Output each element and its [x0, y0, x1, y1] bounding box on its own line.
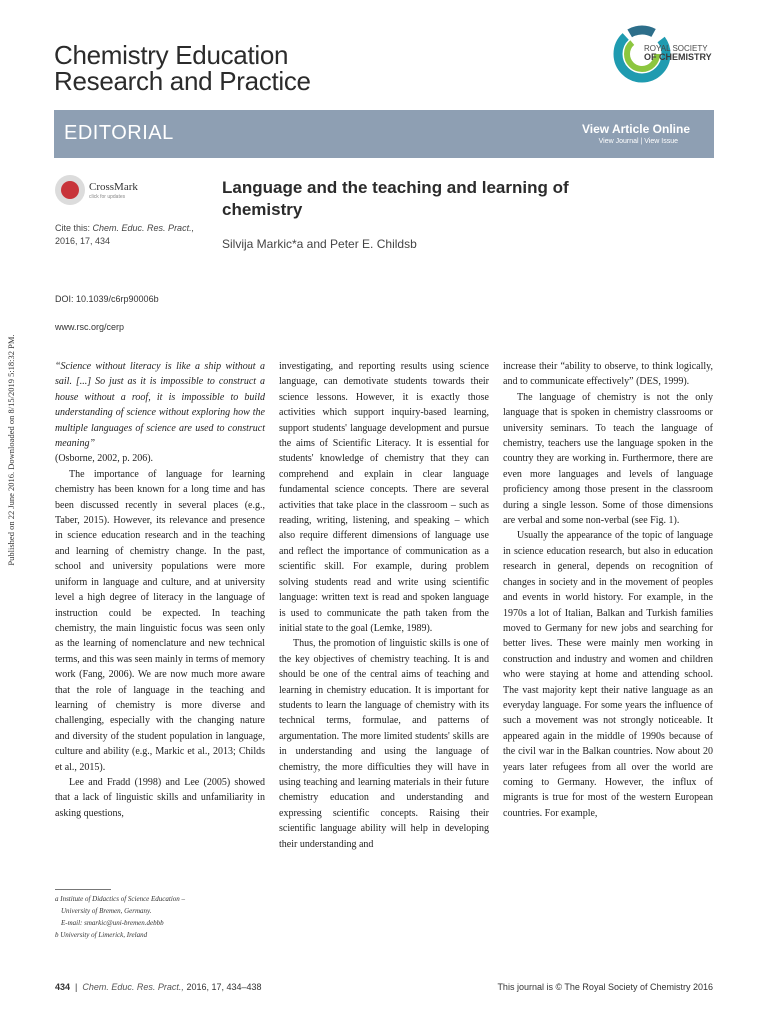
copyright-notice: This journal is © The Royal Society of Chemistry 2016 — [497, 982, 713, 992]
crossmark-subtitle: click for updates — [89, 194, 126, 200]
doi[interactable]: DOI: 10.1039/c6rp90006b — [55, 294, 159, 304]
view-article-online-link[interactable]: View Article Online — [581, 122, 690, 136]
paragraph: Usually the appearance of the topic of language in science education research, but also in education research in general, depends on recognition of changes in society and in the movement of peoples and events in world history. For example, in the 1970s a lot of Italian, Balkan and Turkish families moved to Germany for new jobs and searching for better lives. These were mainly men working in construction and industry and women and children who were staying at home and attending school. The vast majority kept their native language as an everyday language. For some years the influence of such a movement was not strongly noticeable. It appeared again in the middle of 1990s because of the civil war in the Balkan countries. Now about 20 years later refugees from all over the world are coming to Germany. However, the influx of migrants is true for most of the western European countries. For example, — [503, 530, 713, 819]
footnote-a-email: E-mail: smarkic@uni-bremen.debbb — [61, 919, 164, 927]
footer-journal: Chem. Educ. Res. Pract., — [82, 982, 184, 992]
quote-source: (Osborne, 2002, p. 206). — [55, 453, 154, 465]
rsc-line2: OF CHEMISTRY — [644, 52, 712, 62]
download-stamp — [4, 300, 18, 600]
rsc-wordmark — [644, 44, 712, 62]
paragraph: Thus, the promotion of linguistic skills is one of the key objectives of chemistry teaching. It is and should be one of the central aims of teaching and learning in chemistry education. It is important for students to learn the language of chemistry with its technical terms, formulae, and patterns of argumentation. The more limited students' skills are in understanding and using the language of chemistry, the more difficulties they will have in using teaching and learning materials in their future chemistry education and understanding and expressing scientific concepts. Raising their scientific language ability will help in developing their understanding and — [279, 638, 489, 850]
body-column-3 — [503, 359, 713, 821]
page-footer-left: 434 | Chem. Educ. Res. Pract., 2016, 17, 434–438 — [55, 982, 262, 992]
editorial-banner — [54, 110, 714, 158]
paragraph: increase their “ability to observe, to think logically, and to communicate effectively” (DES, 1999). — [503, 361, 713, 388]
journal-title-line1: Chemistry Education — [54, 40, 289, 70]
journal-title — [54, 42, 311, 94]
paragraph: investigating, and reporting results using science language, can demotivate students towards their science lessons. However, it is exactly those activities which support inquiry-based learning, support students' language development and pursue the aims of Scientific Literacy. It is essential for students' knowledge of chemistry that they can comprehend and explain in clear language fundamental science concepts. There are several activities that take place in the classroom – such as reading, writing, listening, and speaking – which also require different dimensions of language use and reflect the importance of communication as a scientific skill. For example, during problem solving students read and write using scientific language: written text is read and spoken language is used to communicate the path taken from the initial state to the goal (Lemke, 1989). — [279, 361, 489, 634]
affiliation-footnotes — [55, 893, 265, 941]
crossmark-title: CrossMark — [89, 181, 138, 193]
footer-details: 2016, 17, 434–438 — [186, 982, 262, 992]
rsc-line1: ROYAL SOCIETY — [644, 44, 708, 53]
journal-title-line2: Research and Practice — [54, 66, 311, 96]
citation — [55, 222, 215, 248]
page-number: 434 — [55, 982, 71, 992]
paragraph: Lee and Fradd (1998) and Lee (2005) showed that a lack of linguistic skills and unfamiliarity in asking questions, — [55, 776, 265, 819]
download-stamp-text: Published on 22 June 2016. Downloaded on 8/15/2019 5:18:32 PM. — [6, 334, 16, 566]
view-journal-issue-links[interactable]: View Journal | View Issue — [598, 138, 678, 145]
paragraph: The language of chemistry is not the only language that is spoken in chemistry classrooms or university seminars. To teach the language of chemistry, teachers use the language spoken in the country they are working in. Furthermore, there are even more languages and levels of language proficiency among those present in the classroom during a single lesson. Some of those dimensions are verbal and some non-verbal (see Fig. 1). — [503, 391, 713, 527]
cite-journal: Chem. Educ. Res. Pract., — [92, 223, 195, 233]
crossmark-icon — [55, 175, 85, 205]
article-title: Language and the teaching and learning of chemistry — [222, 178, 569, 219]
body-column-1 — [55, 359, 265, 821]
footnote-divider — [55, 889, 111, 890]
crossmark-badge[interactable] — [55, 175, 165, 209]
footnote-b: b University of Limerick, Ireland — [55, 931, 148, 939]
cite-prefix: Cite this: — [55, 223, 91, 233]
paragraph: The importance of language for learning chemistry has been known for a long time and has been discussed recently in several places (e.g., Taber, 2015). However, its relevance and presence in science education research and in the teaching and learning of chemistry change. In the past, school and university populations were more uniform in language and culture, and at university level a high degree of literacy in the language of instruction could be expected. In teaching chemistry, the main linguistic focus was seen only as the learning of nomenclature and new technical terms, and this was seen mainly in terms of memory work (Fang, 2006). We are now much more aware that the role of language in the teaching and learning of chemistry is more diverse and challenging, especially with the changing nature and diversity of the student population in language, culture and ability (e.g., Markic et al., 2013; Childs et al., 2015). — [55, 468, 265, 773]
body-column-2 — [279, 359, 489, 852]
footnote-a-line2: University of Bremen, Germany. — [61, 907, 152, 915]
journal-url[interactable]: www.rsc.org/cerp — [55, 322, 125, 332]
section-label: EDITORIAL — [64, 122, 174, 144]
article-authors: Silvija Markic*a and Peter E. Childsb — [222, 237, 417, 251]
cite-details: 2016, 17, 434 — [55, 236, 111, 246]
opening-quote: “Science without literacy is like a ship without a sail. [...] So just as it is impossible to construct a house without a roof, it is impossible to build understanding of science without exploring how the multiple languages of science are used to construct meaning” — [55, 361, 265, 450]
footnote-a: a Institute of Didactics of Science Education – — [55, 895, 186, 903]
